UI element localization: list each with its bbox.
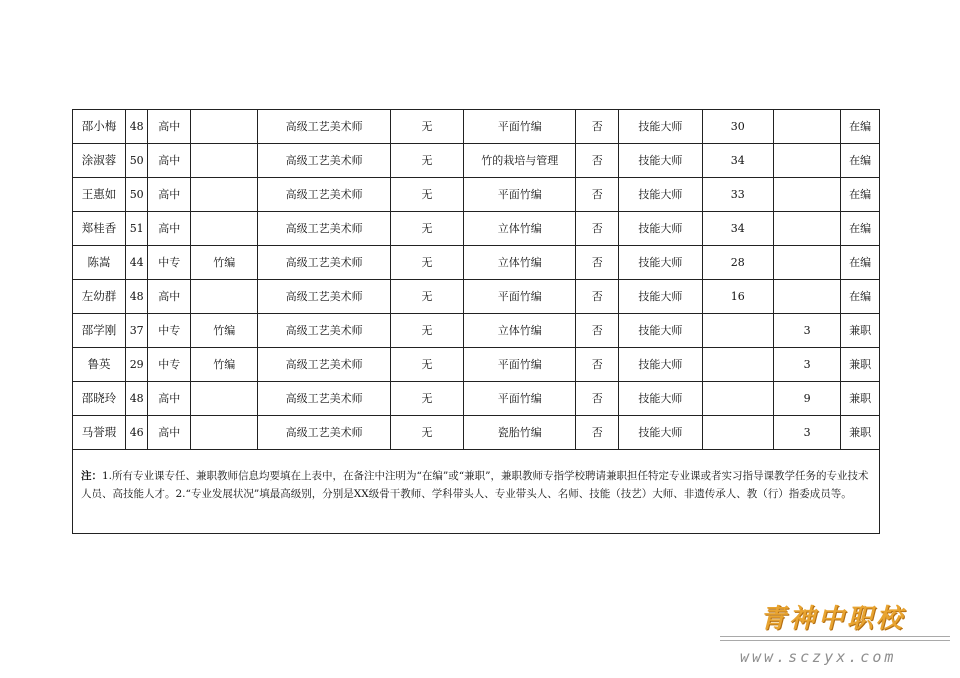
table-row <box>73 212 880 246</box>
cell-education: 高中 <box>148 144 191 178</box>
cell-name: 马誉瑕 <box>73 416 126 450</box>
cell-teaching-years <box>702 348 773 382</box>
cell-education: 高中 <box>148 382 191 416</box>
cell-qualification: 无 <box>390 314 463 348</box>
cell-specialty: 立体竹编 <box>464 246 576 280</box>
table-row <box>73 314 880 348</box>
cell-age: 48 <box>125 280 147 314</box>
cell-education: 高中 <box>148 416 191 450</box>
cell-remark: 在编 <box>841 212 880 246</box>
cell-qualification: 无 <box>390 144 463 178</box>
cell-remark: 兼职 <box>841 382 880 416</box>
cell-age: 51 <box>125 212 147 246</box>
cell-teaching-years <box>702 314 773 348</box>
cell-parttime-years <box>773 144 840 178</box>
cell-specialty: 平面竹编 <box>464 178 576 212</box>
cell-name: 郑桂香 <box>73 212 126 246</box>
cell-specialty: 瓷胎竹编 <box>464 416 576 450</box>
cell-remark: 在编 <box>841 110 880 144</box>
note-label: 注： <box>81 470 102 482</box>
cell-name: 邵晓玲 <box>73 382 126 416</box>
cell-specialty: 竹的栽培与管理 <box>464 144 576 178</box>
teacher-info-table <box>72 109 880 450</box>
cell-professional-major: 竹编 <box>191 246 258 280</box>
table-note <box>72 449 880 534</box>
cell-dual-qualified: 否 <box>576 110 619 144</box>
site-watermark <box>712 598 952 670</box>
cell-dual-qualified: 否 <box>576 416 619 450</box>
cell-specialty: 平面竹编 <box>464 110 576 144</box>
cell-title: 高级工艺美术师 <box>258 178 390 212</box>
cell-name: 陈嵩 <box>73 246 126 280</box>
cell-age: 50 <box>125 144 147 178</box>
cell-title: 高级工艺美术师 <box>258 314 390 348</box>
cell-remark: 在编 <box>841 144 880 178</box>
table-row <box>73 280 880 314</box>
table-row <box>73 348 880 382</box>
cell-professional-major <box>191 382 258 416</box>
cell-professional-major: 竹编 <box>191 314 258 348</box>
cell-teaching-years <box>702 382 773 416</box>
cell-teaching-years: 16 <box>702 280 773 314</box>
cell-education: 高中 <box>148 212 191 246</box>
cell-education: 高中 <box>148 280 191 314</box>
watermark-divider <box>720 640 950 641</box>
table-row <box>73 382 880 416</box>
cell-development-status: 技能大师 <box>619 348 703 382</box>
cell-dual-qualified: 否 <box>576 246 619 280</box>
cell-remark: 兼职 <box>841 348 880 382</box>
note-text: 1.所有专业课专任、兼职教师信息均要填在上表中，在备注中注明为“在编”或“兼职”，兼职教师专指学校聘请兼职担任特定专业课或者实习指导课教学任务的专业技术人员、高技能人才。2.“专业发展状况”填最高级别，分别是XX级骨干教师、学科带头人、专业带头人、名师、技能（技艺）大师、非遗传承人、教（行）指委成员等。 <box>81 470 869 500</box>
cell-teaching-years: 34 <box>702 144 773 178</box>
cell-development-status: 技能大师 <box>619 246 703 280</box>
cell-title: 高级工艺美术师 <box>258 382 390 416</box>
watermark-divider <box>720 636 950 637</box>
cell-remark: 兼职 <box>841 314 880 348</box>
cell-professional-major <box>191 144 258 178</box>
cell-name: 邵小梅 <box>73 110 126 144</box>
cell-name: 鲁英 <box>73 348 126 382</box>
cell-parttime-years: 9 <box>773 382 840 416</box>
cell-professional-major <box>191 212 258 246</box>
cell-qualification: 无 <box>390 382 463 416</box>
cell-parttime-years <box>773 280 840 314</box>
table-row <box>73 144 880 178</box>
cell-dual-qualified: 否 <box>576 178 619 212</box>
cell-qualification: 无 <box>390 212 463 246</box>
cell-development-status: 技能大师 <box>619 416 703 450</box>
cell-professional-major <box>191 280 258 314</box>
cell-specialty: 立体竹编 <box>464 212 576 246</box>
cell-dual-qualified: 否 <box>576 280 619 314</box>
cell-teaching-years: 34 <box>702 212 773 246</box>
cell-professional-major <box>191 178 258 212</box>
watermark-logo-text: 青神中职校 <box>760 604 906 634</box>
cell-remark: 在编 <box>841 246 880 280</box>
watermark-url: www.sczyx.com <box>740 648 897 666</box>
cell-name: 涂淑蓉 <box>73 144 126 178</box>
cell-age: 29 <box>125 348 147 382</box>
cell-qualification: 无 <box>390 348 463 382</box>
cell-remark: 在编 <box>841 178 880 212</box>
cell-teaching-years: 28 <box>702 246 773 280</box>
cell-development-status: 技能大师 <box>619 178 703 212</box>
cell-title: 高级工艺美术师 <box>258 416 390 450</box>
cell-title: 高级工艺美术师 <box>258 348 390 382</box>
cell-teaching-years <box>702 416 773 450</box>
cell-remark: 在编 <box>841 280 880 314</box>
cell-professional-major <box>191 416 258 450</box>
cell-education: 高中 <box>148 178 191 212</box>
table-row <box>73 246 880 280</box>
cell-qualification: 无 <box>390 178 463 212</box>
cell-specialty: 平面竹编 <box>464 382 576 416</box>
cell-specialty: 平面竹编 <box>464 280 576 314</box>
cell-parttime-years <box>773 212 840 246</box>
cell-development-status: 技能大师 <box>619 314 703 348</box>
cell-dual-qualified: 否 <box>576 144 619 178</box>
cell-age: 46 <box>125 416 147 450</box>
cell-title: 高级工艺美术师 <box>258 246 390 280</box>
cell-teaching-years: 30 <box>702 110 773 144</box>
cell-teaching-years: 33 <box>702 178 773 212</box>
cell-name: 左幼群 <box>73 280 126 314</box>
cell-development-status: 技能大师 <box>619 212 703 246</box>
cell-name: 王惠如 <box>73 178 126 212</box>
cell-education: 中专 <box>148 348 191 382</box>
cell-name: 邵学刚 <box>73 314 126 348</box>
cell-qualification: 无 <box>390 110 463 144</box>
cell-development-status: 技能大师 <box>619 144 703 178</box>
cell-parttime-years: 3 <box>773 314 840 348</box>
cell-title: 高级工艺美术师 <box>258 110 390 144</box>
cell-education: 中专 <box>148 246 191 280</box>
cell-development-status: 技能大师 <box>619 382 703 416</box>
cell-title: 高级工艺美术师 <box>258 280 390 314</box>
cell-dual-qualified: 否 <box>576 382 619 416</box>
cell-specialty: 平面竹编 <box>464 348 576 382</box>
cell-parttime-years: 3 <box>773 416 840 450</box>
table-row <box>73 178 880 212</box>
cell-remark: 兼职 <box>841 416 880 450</box>
cell-parttime-years <box>773 246 840 280</box>
cell-development-status: 技能大师 <box>619 110 703 144</box>
cell-education: 中专 <box>148 314 191 348</box>
cell-development-status: 技能大师 <box>619 280 703 314</box>
cell-qualification: 无 <box>390 246 463 280</box>
table-row <box>73 416 880 450</box>
cell-age: 48 <box>125 110 147 144</box>
cell-age: 50 <box>125 178 147 212</box>
cell-dual-qualified: 否 <box>576 348 619 382</box>
cell-age: 48 <box>125 382 147 416</box>
cell-dual-qualified: 否 <box>576 314 619 348</box>
cell-parttime-years: 3 <box>773 348 840 382</box>
cell-parttime-years <box>773 178 840 212</box>
cell-title: 高级工艺美术师 <box>258 144 390 178</box>
cell-education: 高中 <box>148 110 191 144</box>
cell-qualification: 无 <box>390 280 463 314</box>
cell-age: 44 <box>125 246 147 280</box>
cell-age: 37 <box>125 314 147 348</box>
cell-specialty: 立体竹编 <box>464 314 576 348</box>
cell-professional-major: 竹编 <box>191 348 258 382</box>
cell-parttime-years <box>773 110 840 144</box>
cell-title: 高级工艺美术师 <box>258 212 390 246</box>
cell-qualification: 无 <box>390 416 463 450</box>
table-row <box>73 110 880 144</box>
cell-professional-major <box>191 110 258 144</box>
cell-dual-qualified: 否 <box>576 212 619 246</box>
